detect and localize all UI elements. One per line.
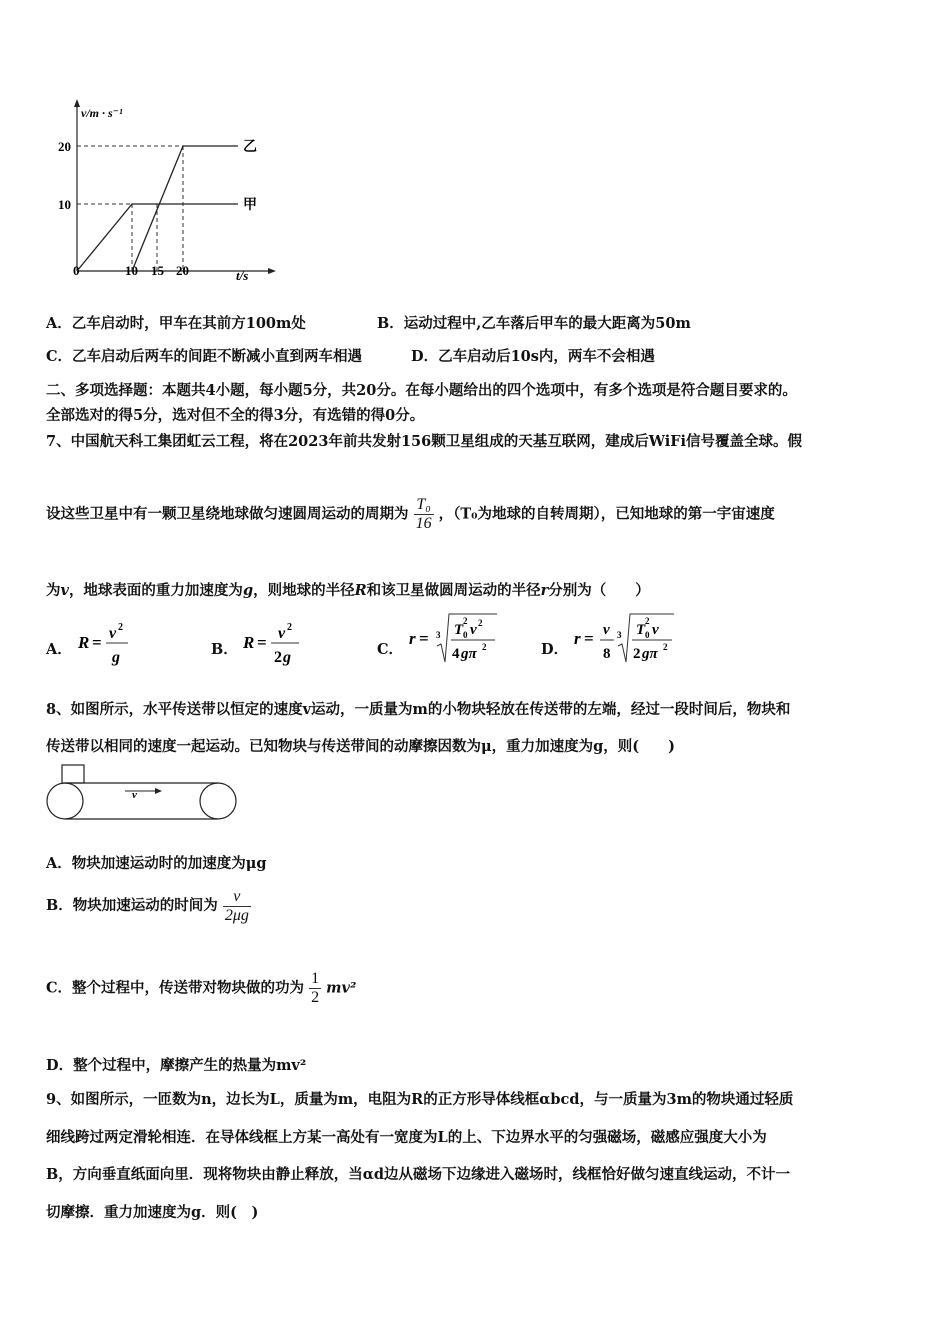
q7-option-a-label: A． bbox=[46, 641, 72, 658]
svg-text:3: 3 bbox=[436, 630, 441, 640]
q7-l3-pre: 为 bbox=[46, 582, 61, 599]
q7-l3-mid2: ，则地球的半径 bbox=[253, 582, 355, 599]
series-label-jia: 甲 bbox=[243, 198, 257, 213]
q8-line2: 传送带以相同的速度一起运动。已知物块与传送带间的动摩擦因数为μ，重力加速度为g，则( ) bbox=[46, 738, 675, 755]
q8-b-num: v bbox=[223, 888, 251, 907]
svg-text:r: r bbox=[574, 629, 581, 648]
svg-text:v: v bbox=[470, 622, 477, 638]
q8-option-c-fraction bbox=[309, 970, 321, 1007]
svg-text:2: 2 bbox=[645, 616, 650, 626]
block bbox=[62, 765, 84, 783]
svg-text:0: 0 bbox=[463, 630, 468, 640]
svg-text:=: = bbox=[257, 633, 267, 652]
svg-text:gπ: gπ bbox=[642, 646, 658, 662]
q8-option-a: A．物块加速运动时的加速度为μg bbox=[46, 855, 267, 872]
svg-text:=: = bbox=[92, 633, 102, 652]
q9-line1: 9、如图所示，一匝数为n，边长为L，质量为m，电阻为R的正方形导体线框αbcd，与一质量为3m的物块通过轻质 bbox=[46, 1091, 794, 1108]
q6-option-b: B．运动过程中,乙车落后甲车的最大距离为50m bbox=[377, 315, 691, 332]
q7-line1: 7、中国航天科工集团虹云工程，将在2023年前共发射156颗卫星组成的天基互联网，建成后WiFi信号覆盖全球。假 bbox=[46, 433, 803, 450]
svg-text:2: 2 bbox=[633, 646, 641, 662]
q8-option-c-text: C．整个过程中，传送带对物块做的功为 bbox=[46, 979, 305, 997]
x-tick-20: 20 bbox=[176, 263, 189, 278]
q7-option-b-formula bbox=[241, 618, 311, 668]
q9-line3: B，方向垂直纸面向里．现将物块由静止释放，当αd边从磁场下边缘进入磁场时，线框恰好做匀速直线运动，不计一 bbox=[46, 1166, 791, 1183]
q7-period-fraction bbox=[414, 496, 434, 533]
q7-l3-r: r bbox=[540, 582, 549, 599]
q6-option-d: D．乙车启动后10s内，两车不会相遇 bbox=[411, 348, 655, 365]
svg-text:g: g bbox=[283, 649, 291, 666]
svg-text:8: 8 bbox=[603, 646, 611, 662]
svg-text:R: R bbox=[78, 633, 90, 652]
q9-line2: 细线跨过两定滑轮相连．在导体线框上方某一高处有一宽度为L的上、下边界水平的匀强磁场，磁感应强度大小为 bbox=[46, 1129, 767, 1146]
svg-text:4: 4 bbox=[452, 646, 460, 662]
belt-velocity-label: v bbox=[132, 789, 137, 801]
q7-line2-post: ，（T₀为地球的自转周期），已知地球的第一宇宙速度 bbox=[438, 505, 775, 523]
svg-text:T: T bbox=[636, 622, 646, 638]
q7-l3-post: 分别为（ ） bbox=[548, 582, 650, 599]
svg-text:2: 2 bbox=[463, 616, 468, 626]
svg-text:2: 2 bbox=[274, 649, 282, 666]
svg-text:3: 3 bbox=[617, 630, 622, 640]
svg-text:v: v bbox=[652, 622, 659, 638]
series-yi bbox=[132, 146, 238, 271]
svg-text:gπ: gπ bbox=[461, 646, 477, 662]
q7-frac-den: 16 bbox=[415, 515, 432, 532]
q7-line3 bbox=[46, 579, 650, 600]
q8-line1: 8、如图所示，水平传送带以恒定的速度v运动，一质量为m的小物块轻放在传送带的左端，经过一段时间后，物块和 bbox=[46, 701, 791, 718]
q8-option-b-fraction bbox=[223, 888, 251, 925]
right-roller bbox=[200, 783, 236, 819]
svg-text:g: g bbox=[112, 649, 120, 666]
svg-text:2: 2 bbox=[287, 622, 292, 633]
svg-text:2: 2 bbox=[478, 618, 483, 628]
velocity-time-graph bbox=[50, 95, 280, 285]
q8-c-post: mv² bbox=[326, 979, 357, 997]
y-tick-20: 20 bbox=[58, 139, 71, 154]
left-roller bbox=[47, 783, 83, 819]
svg-text:2: 2 bbox=[118, 622, 123, 633]
svg-text:0: 0 bbox=[645, 630, 650, 640]
q7-option-c-label: C． bbox=[377, 641, 404, 658]
q8-option-c bbox=[46, 970, 356, 1007]
q7-l3-v: v bbox=[60, 582, 69, 599]
q7-l3-mid1: ，地球表面的重力加速度为 bbox=[68, 582, 243, 599]
x-tick-0: 0 bbox=[73, 263, 80, 278]
q7-option-d-formula bbox=[572, 608, 682, 668]
q8-c-num: 1 bbox=[311, 970, 320, 987]
svg-text:r: r bbox=[409, 629, 416, 648]
x-tick-15: 15 bbox=[151, 263, 164, 278]
conveyor-belt-diagram bbox=[40, 762, 245, 824]
q7-option-d-label: D． bbox=[541, 641, 569, 658]
q7-option-c-formula bbox=[407, 608, 507, 668]
q7-option-b-label: B． bbox=[211, 641, 238, 658]
q7-l3-R: R bbox=[354, 582, 367, 599]
q7-frac-num: T₀ bbox=[414, 496, 434, 515]
q9-line4: 切摩擦．重力加速度为g．则( ) bbox=[46, 1204, 259, 1221]
x-axis-arrow bbox=[268, 268, 276, 274]
q8-c-den: 2 bbox=[311, 989, 320, 1006]
svg-text:=: = bbox=[419, 629, 429, 648]
section2-heading-line1: 二、多项选择题：本题共4小题，每小题5分，共20分。在每小题给出的四个选项中，有多个选项是符合题目要求的。 bbox=[46, 382, 797, 399]
q7-l3-g: g bbox=[242, 582, 254, 599]
x-tick-10: 10 bbox=[125, 263, 138, 278]
series-label-yi: 乙 bbox=[243, 140, 257, 155]
svg-text:=: = bbox=[584, 629, 594, 648]
svg-text:v: v bbox=[278, 625, 286, 642]
q8-option-b-text: B．物块加速运动的时间为 bbox=[46, 896, 218, 914]
q8-option-b bbox=[46, 888, 251, 925]
section2-heading-line2: 全部选对的得5分，选对但不全的得3分，有选错的得0分。 bbox=[46, 407, 425, 424]
x-axis-label: t/s bbox=[236, 268, 249, 283]
q7-l3-mid3: 和该卫星做圆周运动的半径 bbox=[366, 582, 541, 599]
q6-option-a: A．乙车启动时，甲车在其前方100m处 bbox=[46, 315, 306, 332]
svg-text:R: R bbox=[243, 633, 255, 652]
q8-b-den: 2μg bbox=[224, 907, 249, 924]
y-tick-10: 10 bbox=[58, 197, 71, 212]
q8-option-d: D．整个过程中，摩擦产生的热量为mv² bbox=[46, 1057, 307, 1074]
svg-text:2: 2 bbox=[482, 642, 487, 652]
svg-text:v: v bbox=[603, 622, 610, 638]
q6-option-c: C．乙车启动后两车的间距不断减小直到两车相遇 bbox=[46, 348, 363, 365]
svg-text:2: 2 bbox=[663, 642, 668, 652]
q7-option-a-formula bbox=[76, 618, 136, 668]
q7-line2-pre: 设这些卫星中有一颗卫星绕地球做匀速圆周运动的周期为 bbox=[46, 505, 409, 523]
y-axis-label: v/m · s⁻¹ bbox=[81, 106, 123, 120]
q7-line2 bbox=[46, 496, 775, 533]
velocity-arrowhead bbox=[155, 788, 162, 794]
svg-text:v: v bbox=[109, 625, 117, 642]
svg-text:T: T bbox=[454, 622, 464, 638]
y-axis-arrow bbox=[74, 99, 80, 107]
